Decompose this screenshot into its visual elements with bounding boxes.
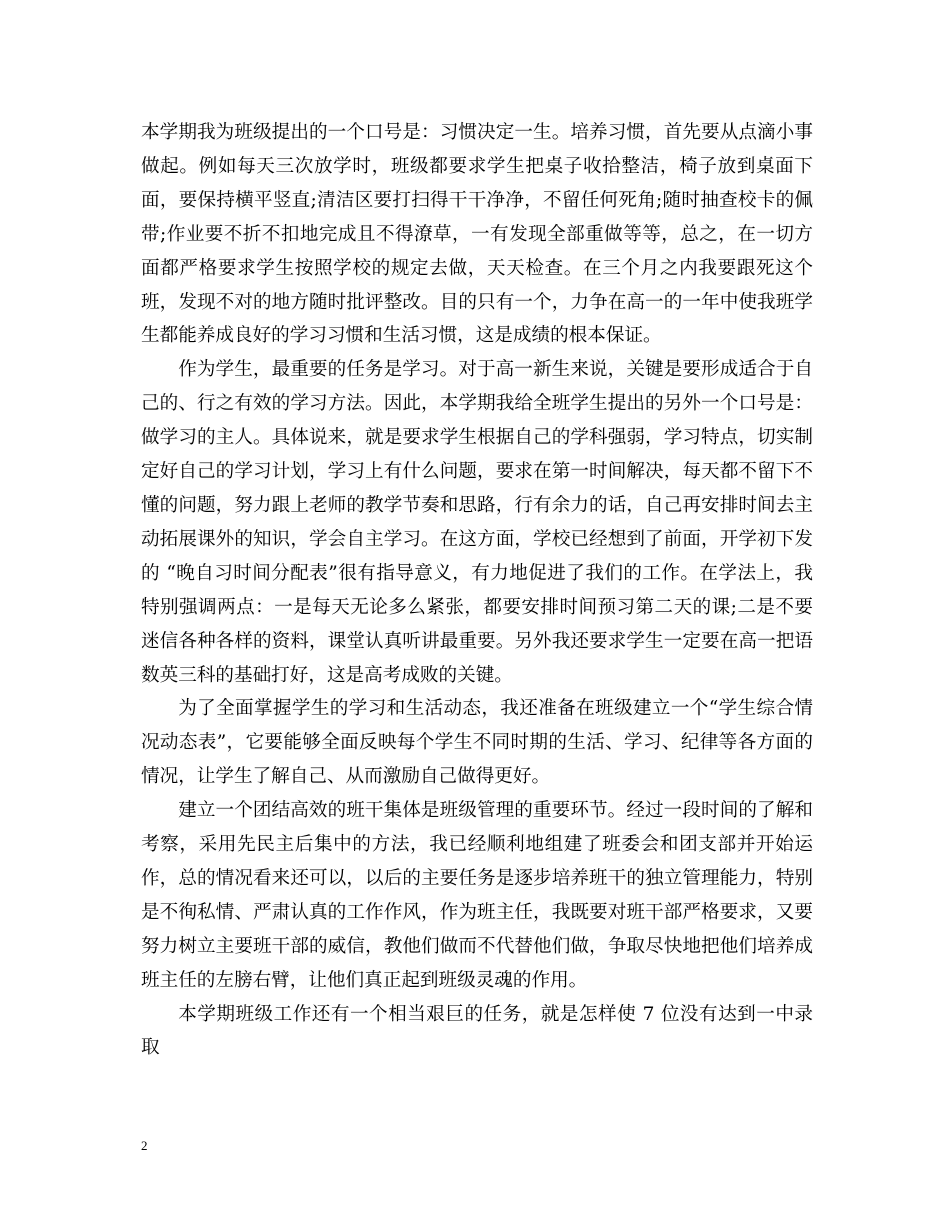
paragraph-3: 为了全面掌握学生的学习和生活动态，我还准备在班级建立一个“学生综合情况动态表”，它要能够全面反映每个学生不同时期的生活、学习、纪律等各方面的情况，让学生了解自己、从而激励自己做得更好。: [141, 698, 813, 788]
paragraph-4: 建立一个团结高效的班干集体是班级管理的重要环节。经过一段时间的了解和考察，采用先民主后集中的方法，我已经顺利地组建了班委会和团支部并开始运作，总的情况看来还可以，以后的主要任务是逐步培养班干的独立管理能力，特别是不徇私情、严肃认真的工作作风，作为班主任，我既要对班干部严格要求，又要努力树立主要班干部的威信，教他们做而不代替他们做，争取尽快地把他们培养成班主任的左膀右臂，让他们真正起到班级灵魂的作用。: [141, 800, 813, 991]
paragraph-1: 本学期我为班级提出的一个口号是：习惯决定一生。培养习惯，首先要从点滴小事做起。例如每天三次放学时，班级都要求学生把桌子收拾整洁，椅子放到桌面下面，要保持横平竖直;清洁区要打扫得干干净净，不留任何死角;随时抽查校卡的佩带;作业要不折不扣地完成且不得潦草，一有发现全部重做等等，总之，在一切方面都严格要求学生按照学校的规定去做，天天检查。在三个月之内我要跟死这个班，发现不对的地方随时批评整改。目的只有一个，力争在高一的一年中使我班学生都能养成良好的学习习惯和生活习惯，这是成绩的根本保证。: [141, 122, 813, 347]
page-number: 2: [141, 1138, 148, 1153]
paragraph-5: 本学期班级工作还有一个相当艰巨的任务，就是怎样使 7 位没有达到一中录取: [141, 1003, 813, 1059]
body-text: [141, 116, 813, 1065]
paragraph-2: 作为学生，最重要的任务是学习。对于高一新生来说，关键是要形成适合于自己的、行之有效的学习方法。因此，本学期我给全班学生提出的另外一个口号是：做学习的主人。具体说来，就是要求学生根据自己的学科强弱，学习特点，切实制定好自己的学习计划，学习上有什么问题，要求在第一时间解决，每天都不留下不懂的问题，努力跟上老师的教学节奏和思路，行有余力的话，自己再安排时间去主动拓展课外的知识，学会自主学习。在这方面，学校已经想到了前面，开学初下发的 “晚自习时间分配表”很有指导意义，有力地促进了我们的工作。在学法上，我特别强调两点：一是每天无论多么紧张，都要安排时间预习第二天的课;二是不要迷信各种各样的资料，课堂认真听讲最重要。另外我还要求学生一定要在高一把语数英三科的基础打好，这是高考成败的关键。: [141, 359, 813, 686]
